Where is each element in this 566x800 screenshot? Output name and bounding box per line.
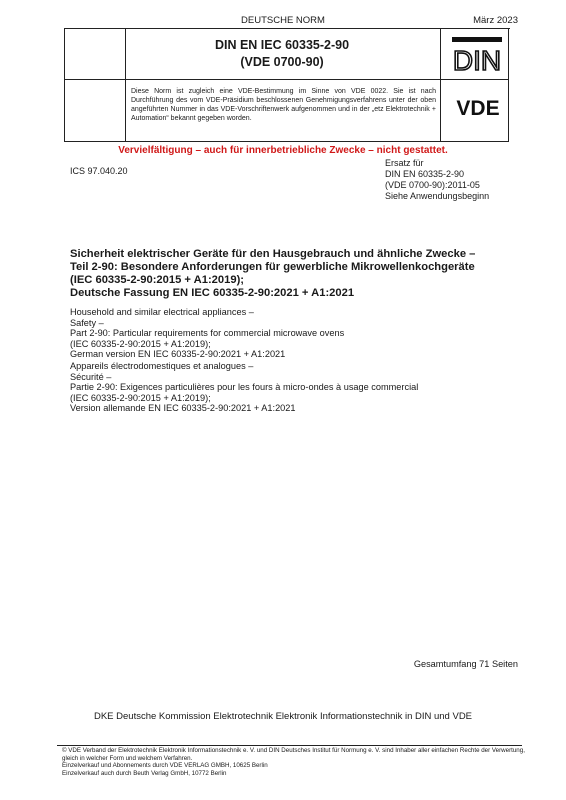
title-german-line: Deutsche Fassung EN IEC 60335-2-90:2021 + A1:2021 bbox=[70, 287, 355, 299]
publication-date: März 2023 bbox=[473, 15, 518, 26]
replaces-block bbox=[385, 158, 489, 202]
norm-type: DEUTSCHE NORM bbox=[241, 15, 325, 26]
vde-number: (VDE 0700-90) bbox=[240, 55, 324, 69]
header-divider-middle bbox=[65, 79, 508, 80]
title-english-line: German version EN IEC 60335-2-90:2021 + A1:2021 bbox=[70, 349, 286, 359]
title-english bbox=[70, 307, 510, 360]
footer-line: Einzelverkauf und Abonnements durch VDE VERLAG GMBH, 10625 Berlin bbox=[62, 762, 268, 770]
vde-logo-text: VDE bbox=[456, 97, 500, 120]
replaces-line: DIN EN 60335-2-90 bbox=[385, 169, 465, 179]
title-french-line: Appareils électrodomestiques et analogues – bbox=[70, 361, 254, 371]
din-logo bbox=[450, 36, 504, 74]
footer-line: gleich in welcher Form und welchem Verfahren. bbox=[62, 754, 193, 762]
title-english-line: Safety – bbox=[70, 317, 104, 328]
total-pages: Gesamtumfang 71 Seiten bbox=[413, 659, 518, 669]
header-divider-right bbox=[440, 28, 441, 141]
footer-copyright bbox=[62, 747, 532, 777]
title-german-line: Sicherheit elektrischer Geräte für den Hausgebrauch und ähnliche Zwecke – bbox=[70, 248, 476, 260]
footer-rule bbox=[57, 745, 522, 746]
title-english-line: Household and similar electrical appliances – bbox=[70, 307, 254, 317]
footer-line: © VDE Verband der Elektrotechnik Elektronik Informationstechnik e. V. und DIN Deutsches Institut für Normung e. V. sind Inhaber aller einfachen Rechte der Verwertung, bbox=[62, 747, 525, 754]
replaces-line: Siehe Anwendungsbeginn bbox=[385, 191, 490, 201]
replaces-line: (VDE 0700-90):2011-05 bbox=[385, 180, 480, 190]
footer-line: Einzelverkauf auch durch Beuth Verlag GmbH, 10772 Berlin bbox=[62, 769, 227, 777]
replaces-line: Ersatz für bbox=[385, 158, 424, 168]
title-french bbox=[70, 361, 510, 414]
vde-notice: Diese Norm ist zugleich eine VDE-Bestimmung im Sinne von VDE 0022. Sie ist nach Durchführung des vom VDE-Präsidium beschlossenen Genehmigungsverfahrens unter der oben angeführten Nummer in das VDE-Vorschriftenwerk aufgenommen und in der „etz Elektrotechnik + Automation“ bekannt gegeben worden. bbox=[131, 88, 436, 122]
title-german-line: Teil 2-90: Besondere Anforderungen für gewerbliche Mikrowellenkochgeräte bbox=[70, 261, 475, 273]
title-german-line: (IEC 60335-2-90:2015 + A1:2019); bbox=[70, 274, 245, 286]
ics-code: ICS 97.040.20 bbox=[70, 166, 128, 176]
dke-line: DKE Deutsche Kommission Elektrotechnik Elektronik Informationstechnik in DIN und VDE bbox=[93, 711, 473, 722]
document-title bbox=[125, 37, 439, 71]
document-number: DIN EN IEC 60335-2-90 bbox=[214, 38, 350, 52]
title-french-line: Partie 2-90: Exigences particulières pour les fours à micro-ondes à usage commercial bbox=[70, 382, 419, 392]
vde-logo bbox=[447, 94, 509, 120]
din-logo-text: DIN bbox=[452, 45, 502, 74]
title-french-line: (IEC 60335-2-90:2015 + A1:2019); bbox=[70, 392, 211, 403]
reproduction-warning: Vervielfältigung – auch für innerbetriebliche Zwecke – nicht gestattet. bbox=[118, 145, 448, 156]
title-german bbox=[70, 248, 510, 300]
title-french-line: Sécurité – bbox=[70, 371, 112, 382]
title-french-line: Version allemande EN IEC 60335-2-90:2021 + A1:2021 bbox=[70, 403, 296, 413]
title-english-line: (IEC 60335-2-90:2015 + A1:2019); bbox=[70, 338, 211, 349]
title-english-line: Part 2-90: Particular requirements for commercial microwave ovens bbox=[70, 328, 345, 338]
